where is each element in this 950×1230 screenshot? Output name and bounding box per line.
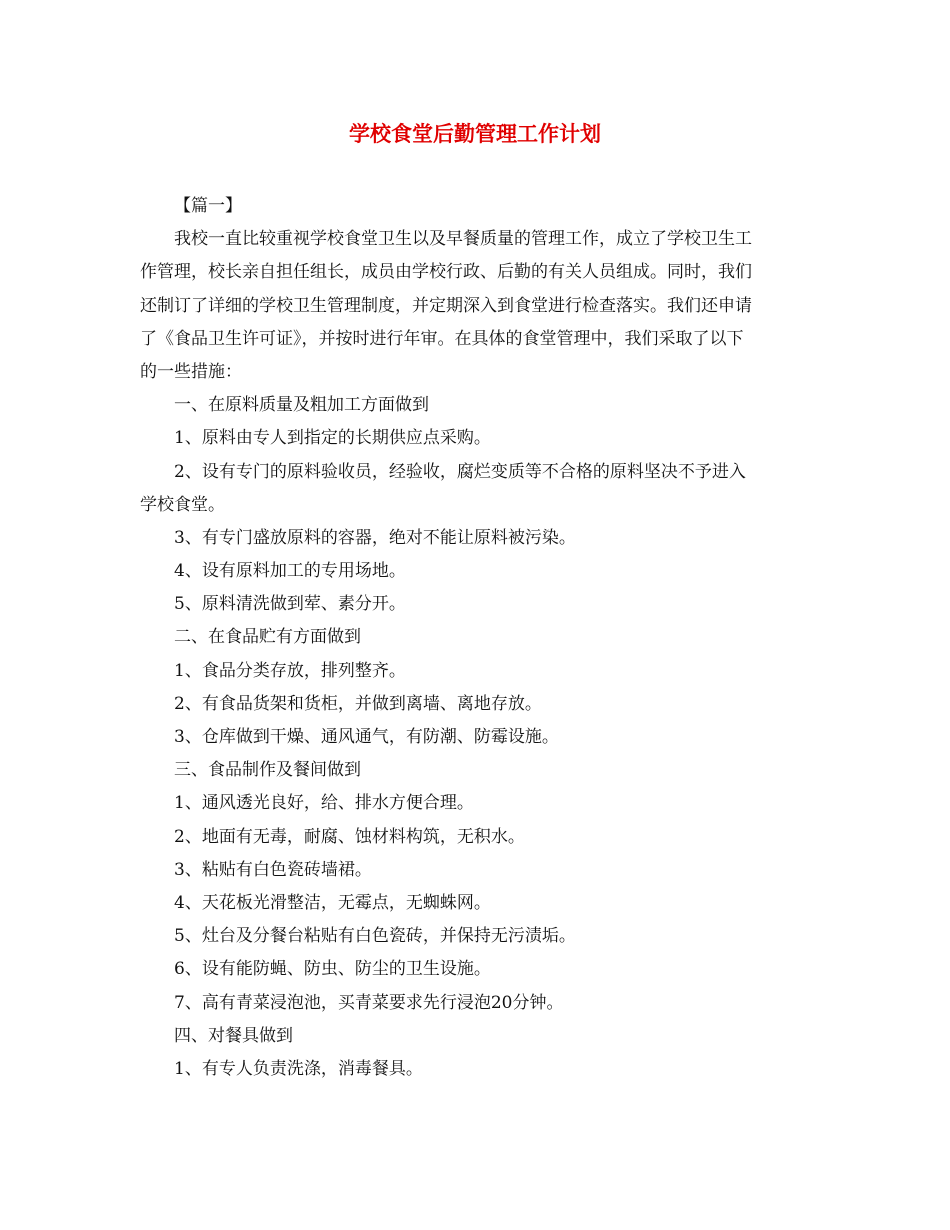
list-item: 3、有专门盛放原料的容器，绝对不能让原料被污染。 (174, 527, 576, 548)
list-item: 5、灶台及分餐台粘贴有白色瓷砖，并保持无污渍垢。 (174, 926, 576, 947)
section-heading: 三、食品制作及餐间做到 (174, 760, 361, 781)
section-heading: 二、在食品贮有方面做到 (174, 627, 361, 648)
intro-line: 了《食品卫生许可证》，并按时进行年审。在具体的食堂管理中，我们采取了以下 (140, 328, 744, 349)
list-item-continuation: 学校食堂。 (140, 494, 225, 515)
list-item: 4、设有原料加工的专用场地。 (174, 561, 406, 582)
list-item: 3、仓库做到干燥、通风通气，有防潮、防霉设施。 (174, 727, 559, 747)
list-item: 1、原料由专人到指定的长期供应点采购。 (174, 428, 491, 449)
section-heading: 四、对餐具做到 (174, 1025, 293, 1046)
list-item: 1、食品分类存放，排列整齐。 (174, 660, 406, 681)
section-heading: 一、在原料质量及粗加工方面做到 (174, 395, 429, 416)
intro-line: 我校一直比较重视学校食堂卫生以及早餐质量的管理工作，成立了学校卫生工 (174, 229, 752, 250)
document-title: 学校食堂后勤管理工作计划 (349, 121, 601, 146)
list-item: 2、有食品货架和货柜，并做到离墙、离地存放。 (174, 693, 542, 714)
list-item: 1、有专人负责洗涤，消毒餐具。 (174, 1058, 423, 1079)
intro-line: 作管理，校长亲自担任组长，成员由学校行政、后勤的有关人员组成。同时，我们 (140, 262, 752, 283)
intro-line: 的一些措施： (140, 361, 242, 382)
list-item: 5、原料清洗做到荤、素分开。 (174, 594, 406, 615)
list-item: 7、高有青菜浸泡池，买青菜要求先行浸泡20分钟。 (174, 992, 564, 1013)
list-item: 3、粘贴有白色瓷砖墙裙。 (174, 859, 372, 880)
section-label: 【篇一】 (174, 196, 242, 216)
list-item: 6、设有能防蝇、防虫、防尘的卫生设施。 (174, 959, 491, 980)
list-item: 2、地面有无毒，耐腐、蚀材料构筑，无积水。 (174, 826, 525, 847)
document-body (140, 190, 812, 1086)
list-item: 2、设有专门的原料验收员，经验收，腐烂变质等不合格的原料坚决不予进入 (174, 461, 746, 482)
list-item: 4、天花板光滑整洁，无霉点，无蜘蛛网。 (174, 892, 491, 913)
intro-line: 还制订了详细的学校卫生管理制度，并定期深入到食堂进行检查落实。我们还申请 (140, 295, 752, 316)
list-item: 1、通风透光良好，给、排水方便合理。 (174, 793, 474, 814)
